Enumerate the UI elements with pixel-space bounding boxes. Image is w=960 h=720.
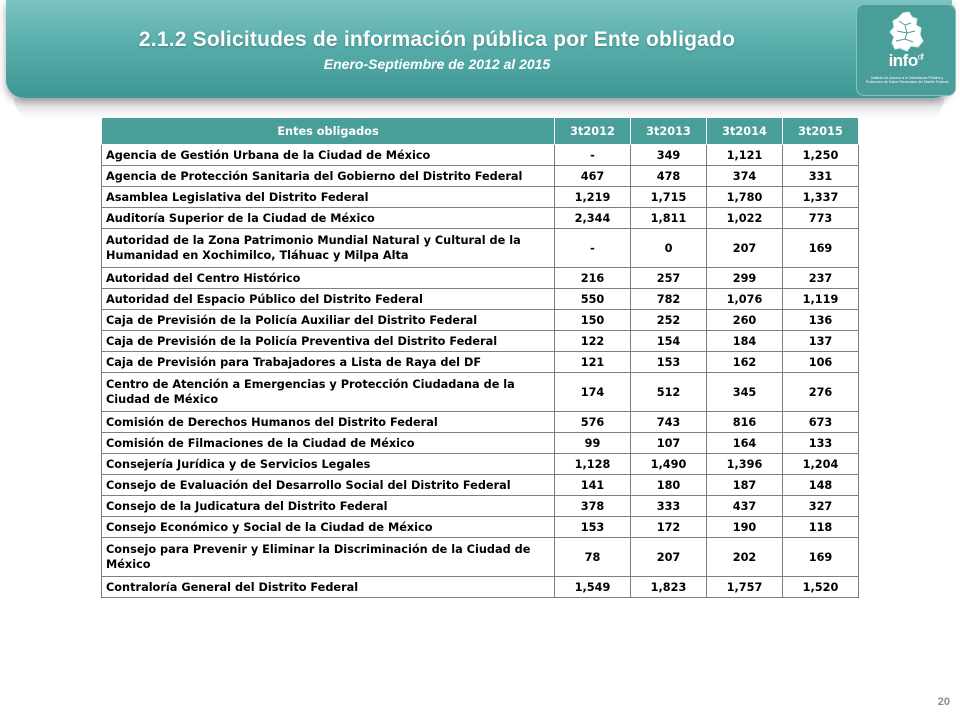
column-header: Entes obligados — [102, 118, 555, 145]
value-cell: 1,119 — [783, 289, 859, 310]
value-cell: 512 — [631, 373, 707, 412]
value-cell: 99 — [555, 433, 631, 454]
value-cell: 184 — [707, 331, 783, 352]
value-cell: 345 — [707, 373, 783, 412]
value-cell: 299 — [707, 268, 783, 289]
value-cell: 374 — [707, 166, 783, 187]
value-cell: 1,490 — [631, 454, 707, 475]
value-cell: 331 — [783, 166, 859, 187]
value-cell: 743 — [631, 412, 707, 433]
table-row — [102, 166, 859, 187]
entity-name-cell: Caja de Previsión de la Policía Preventiva del Distrito Federal — [102, 331, 555, 352]
value-cell: 153 — [631, 352, 707, 373]
value-cell: 1,128 — [555, 454, 631, 475]
entity-name-cell: Asamblea Legislativa del Distrito Federal — [102, 187, 555, 208]
value-cell: 782 — [631, 289, 707, 310]
value-cell: 1,811 — [631, 208, 707, 229]
value-cell: 333 — [631, 496, 707, 517]
table-row — [102, 454, 859, 475]
table-row — [102, 517, 859, 538]
value-cell: 1,520 — [783, 577, 859, 598]
value-cell: 148 — [783, 475, 859, 496]
value-cell: 150 — [555, 310, 631, 331]
value-cell: 237 — [783, 268, 859, 289]
value-cell: 141 — [555, 475, 631, 496]
value-cell: 1,715 — [631, 187, 707, 208]
table-row — [102, 373, 859, 412]
value-cell: 1,549 — [555, 577, 631, 598]
table-row — [102, 208, 859, 229]
value-cell: 1,121 — [707, 145, 783, 166]
entity-name-cell: Autoridad del Centro Histórico — [102, 268, 555, 289]
table-row — [102, 412, 859, 433]
entity-name-cell: Comisión de Filmaciones de la Ciudad de México — [102, 433, 555, 454]
page-number: 20 — [937, 696, 950, 708]
entity-name-cell: Auditoría Superior de la Ciudad de México — [102, 208, 555, 229]
column-header: 3t2015 — [783, 118, 859, 145]
entity-name-cell: Contraloría General del Distrito Federal — [102, 577, 555, 598]
table-row — [102, 187, 859, 208]
value-cell: 1,396 — [707, 454, 783, 475]
value-cell: 276 — [783, 373, 859, 412]
table-row — [102, 577, 859, 598]
value-cell: 2,344 — [555, 208, 631, 229]
entity-name-cell: Agencia de Protección Sanitaria del Gobierno del Distrito Federal — [102, 166, 555, 187]
value-cell: 154 — [631, 331, 707, 352]
value-cell: 137 — [783, 331, 859, 352]
column-header: 3t2013 — [631, 118, 707, 145]
value-cell: 187 — [707, 475, 783, 496]
value-cell: 478 — [631, 166, 707, 187]
table-row — [102, 496, 859, 517]
value-cell: 1,022 — [707, 208, 783, 229]
value-cell: 180 — [631, 475, 707, 496]
value-cell: 78 — [555, 538, 631, 577]
requests-table — [101, 117, 859, 598]
value-cell: 1,780 — [707, 187, 783, 208]
table-row — [102, 268, 859, 289]
value-cell: 1,204 — [783, 454, 859, 475]
page-subtitle: Enero-Septiembre de 2012 al 2015 — [323, 56, 551, 72]
value-cell: 673 — [783, 412, 859, 433]
value-cell: 207 — [707, 229, 783, 268]
value-cell: 190 — [707, 517, 783, 538]
value-cell: 260 — [707, 310, 783, 331]
entity-name-cell: Consejo de la Judicatura del Distrito Federal — [102, 496, 555, 517]
table-row — [102, 310, 859, 331]
value-cell: 437 — [707, 496, 783, 517]
value-cell: 107 — [631, 433, 707, 454]
column-header: 3t2014 — [707, 118, 783, 145]
value-cell: 207 — [631, 538, 707, 577]
value-cell: 1,823 — [631, 577, 707, 598]
entity-name-cell: Comisión de Derechos Humanos del Distrito Federal — [102, 412, 555, 433]
value-cell: 1,076 — [707, 289, 783, 310]
value-cell: 202 — [707, 538, 783, 577]
value-cell: 122 — [555, 331, 631, 352]
value-cell: 172 — [631, 517, 707, 538]
value-cell: 1,757 — [707, 577, 783, 598]
table-body — [102, 145, 859, 598]
table-row — [102, 145, 859, 166]
value-cell: 773 — [783, 208, 859, 229]
infodf-logo — [856, 4, 956, 96]
entity-name-cell: Autoridad del Espacio Público del Distrito Federal — [102, 289, 555, 310]
value-cell: 0 — [631, 229, 707, 268]
value-cell: 1,219 — [555, 187, 631, 208]
table-row — [102, 538, 859, 577]
value-cell: 136 — [783, 310, 859, 331]
value-cell: 169 — [783, 229, 859, 268]
entity-name-cell: Consejería Jurídica y de Servicios Legales — [102, 454, 555, 475]
value-cell: - — [555, 145, 631, 166]
value-cell: 327 — [783, 496, 859, 517]
value-cell: 164 — [707, 433, 783, 454]
table-row — [102, 475, 859, 496]
value-cell: 550 — [555, 289, 631, 310]
entity-name-cell: Consejo de Evaluación del Desarrollo Social del Distrito Federal — [102, 475, 555, 496]
value-cell: 174 — [555, 373, 631, 412]
entity-name-cell: Autoridad de la Zona Patrimonio Mundial Natural y Cultural de la Humanidad en Xochimilco, Tláhuac y Milpa Alta — [102, 229, 555, 268]
value-cell: 378 — [555, 496, 631, 517]
logo-wordmark: info$^{df}$ — [888, 51, 924, 70]
value-cell: 121 — [555, 352, 631, 373]
logo-caption: Instituto de Acceso a la Información Pública y Protección de Datos Personales del Distrito Federal — [865, 76, 949, 85]
value-cell: 216 — [555, 268, 631, 289]
table-row — [102, 289, 859, 310]
value-cell: 816 — [707, 412, 783, 433]
table-row — [102, 331, 859, 352]
table-header-row — [102, 118, 859, 145]
value-cell: 106 — [783, 352, 859, 373]
value-cell: 162 — [707, 352, 783, 373]
table-row — [102, 433, 859, 454]
map-icon — [885, 11, 929, 53]
value-cell: 467 — [555, 166, 631, 187]
value-cell: 118 — [783, 517, 859, 538]
entity-name-cell: Caja de Previsión para Trabajadores a Lista de Raya del DF — [102, 352, 555, 373]
entity-name-cell: Caja de Previsión de la Policía Auxiliar del Distrito Federal — [102, 310, 555, 331]
value-cell: 169 — [783, 538, 859, 577]
entity-name-cell: Centro de Atención a Emergencias y Protección Ciudadana de la Ciudad de México — [102, 373, 555, 412]
value-cell: 133 — [783, 433, 859, 454]
value-cell: 1,250 — [783, 145, 859, 166]
value-cell: - — [555, 229, 631, 268]
entity-name-cell: Consejo para Prevenir y Eliminar la Discriminación de la Ciudad de México — [102, 538, 555, 577]
page-title: 2.1.2 Solicitudes de información pública por Ente obligado — [138, 28, 736, 51]
table-row — [102, 229, 859, 268]
value-cell: 576 — [555, 412, 631, 433]
value-cell: 1,337 — [783, 187, 859, 208]
entity-name-cell: Agencia de Gestión Urbana de la Ciudad de México — [102, 145, 555, 166]
entity-name-cell: Consejo Económico y Social de la Ciudad de México — [102, 517, 555, 538]
table-row — [102, 352, 859, 373]
column-header: 3t2012 — [555, 118, 631, 145]
value-cell: 153 — [555, 517, 631, 538]
value-cell: 252 — [631, 310, 707, 331]
value-cell: 349 — [631, 145, 707, 166]
header-banner — [6, 0, 952, 98]
value-cell: 257 — [631, 268, 707, 289]
